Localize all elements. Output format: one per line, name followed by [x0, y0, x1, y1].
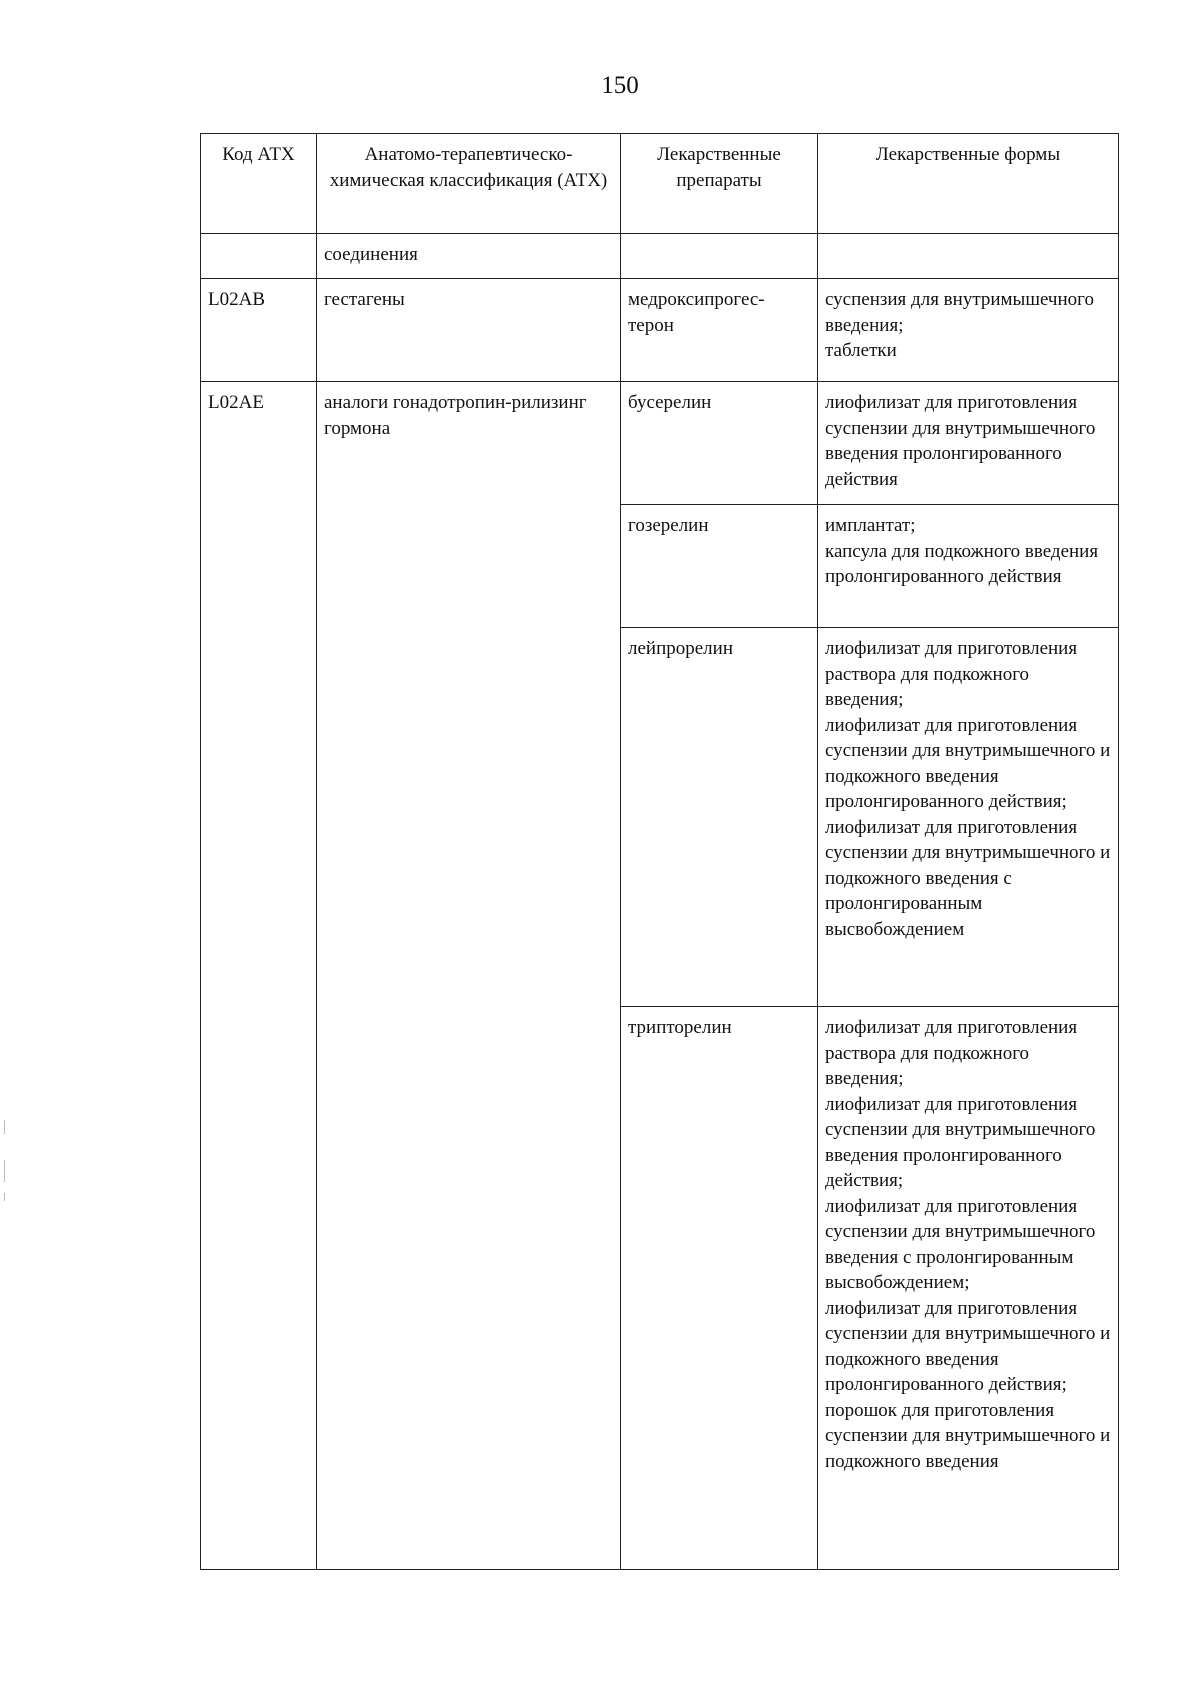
- header-forms: Лекарственные формы: [818, 134, 1119, 234]
- cell-code: L02AE: [201, 382, 317, 1570]
- cell-forms: [818, 234, 1119, 279]
- form-entry: порошок для приготовления суспензии для внутримышечного и подкожного введения: [825, 1399, 1111, 1472]
- cell-forms: [818, 382, 1119, 505]
- cell-code: [201, 234, 317, 279]
- table-row-gestagens: [201, 279, 1119, 382]
- cell-drug: [621, 234, 818, 279]
- form-entry: лиофилизат для приготовления суспензии для внутримышечного введения пролонгированного действия;: [825, 1093, 1096, 1191]
- form-entry: лиофилизат для приготовления суспензии для внутримышечного и подкожного введения с пролонгированным высвобождением: [825, 816, 1111, 940]
- form-entry: лиофилизат для приготовления раствора для подкожного введения;: [825, 1017, 1078, 1089]
- header-classification: Анатомо-терапевтическо-химическая классификация (АТХ): [317, 134, 621, 234]
- table-header-row: [201, 134, 1119, 234]
- cell-classification: гестагены: [317, 279, 621, 382]
- form-entry: лиофилизат для приготовления раствора для подкожного введения;: [825, 638, 1078, 710]
- header-code: Код АТХ: [201, 134, 317, 234]
- cell-classification: аналоги гонадотропин-рилизинг гормона: [317, 382, 621, 1570]
- cell-forms: [818, 628, 1119, 1007]
- table-row-continuation: [201, 234, 1119, 279]
- cell-forms: [818, 1007, 1119, 1570]
- form-entry: суспензия для внутримышечного введения;: [825, 289, 1094, 336]
- form-entry: лиофилизат для приготовления суспензии для внутримышечного и подкожного введения пролонгированного действия;: [825, 714, 1111, 812]
- header-drugs: Лекарственные препараты: [621, 134, 818, 234]
- cell-drug: лейпрорелин: [621, 628, 818, 1007]
- form-entry: лиофилизат для приготовления суспензии для внутримышечного и подкожного введения пролонгированного действия;: [825, 1297, 1111, 1395]
- cell-classification: соединения: [317, 234, 621, 279]
- cell-code: L02AB: [201, 279, 317, 382]
- form-entry: имплантат;: [825, 515, 916, 536]
- scan-edge-mark: [4, 1193, 5, 1201]
- form-entry: лиофилизат для приготовления суспензии для внутримышечного введения пролонгированного действия: [825, 392, 1096, 490]
- cell-forms: [818, 279, 1119, 382]
- cell-drug: бусерелин: [621, 382, 818, 505]
- form-entry: таблетки: [825, 340, 897, 361]
- cell-forms: [818, 505, 1119, 628]
- form-entry: лиофилизат для приготовления суспензии для внутримышечного введения с пролонгированным высвобождением;: [825, 1195, 1096, 1293]
- cell-drug: трипторелин: [621, 1007, 818, 1570]
- form-entry: капсула для подкожного введения пролонгированного действия: [825, 540, 1099, 587]
- page-number: 150: [601, 72, 639, 99]
- cell-drug: медроксипрогес-терон: [621, 279, 818, 382]
- cell-drug: гозерелин: [621, 505, 818, 628]
- scan-edge-mark: [4, 1160, 5, 1182]
- table-row-buserelin: [201, 382, 1119, 505]
- atx-table: [200, 133, 1119, 1570]
- scan-edge-mark: [4, 1120, 5, 1134]
